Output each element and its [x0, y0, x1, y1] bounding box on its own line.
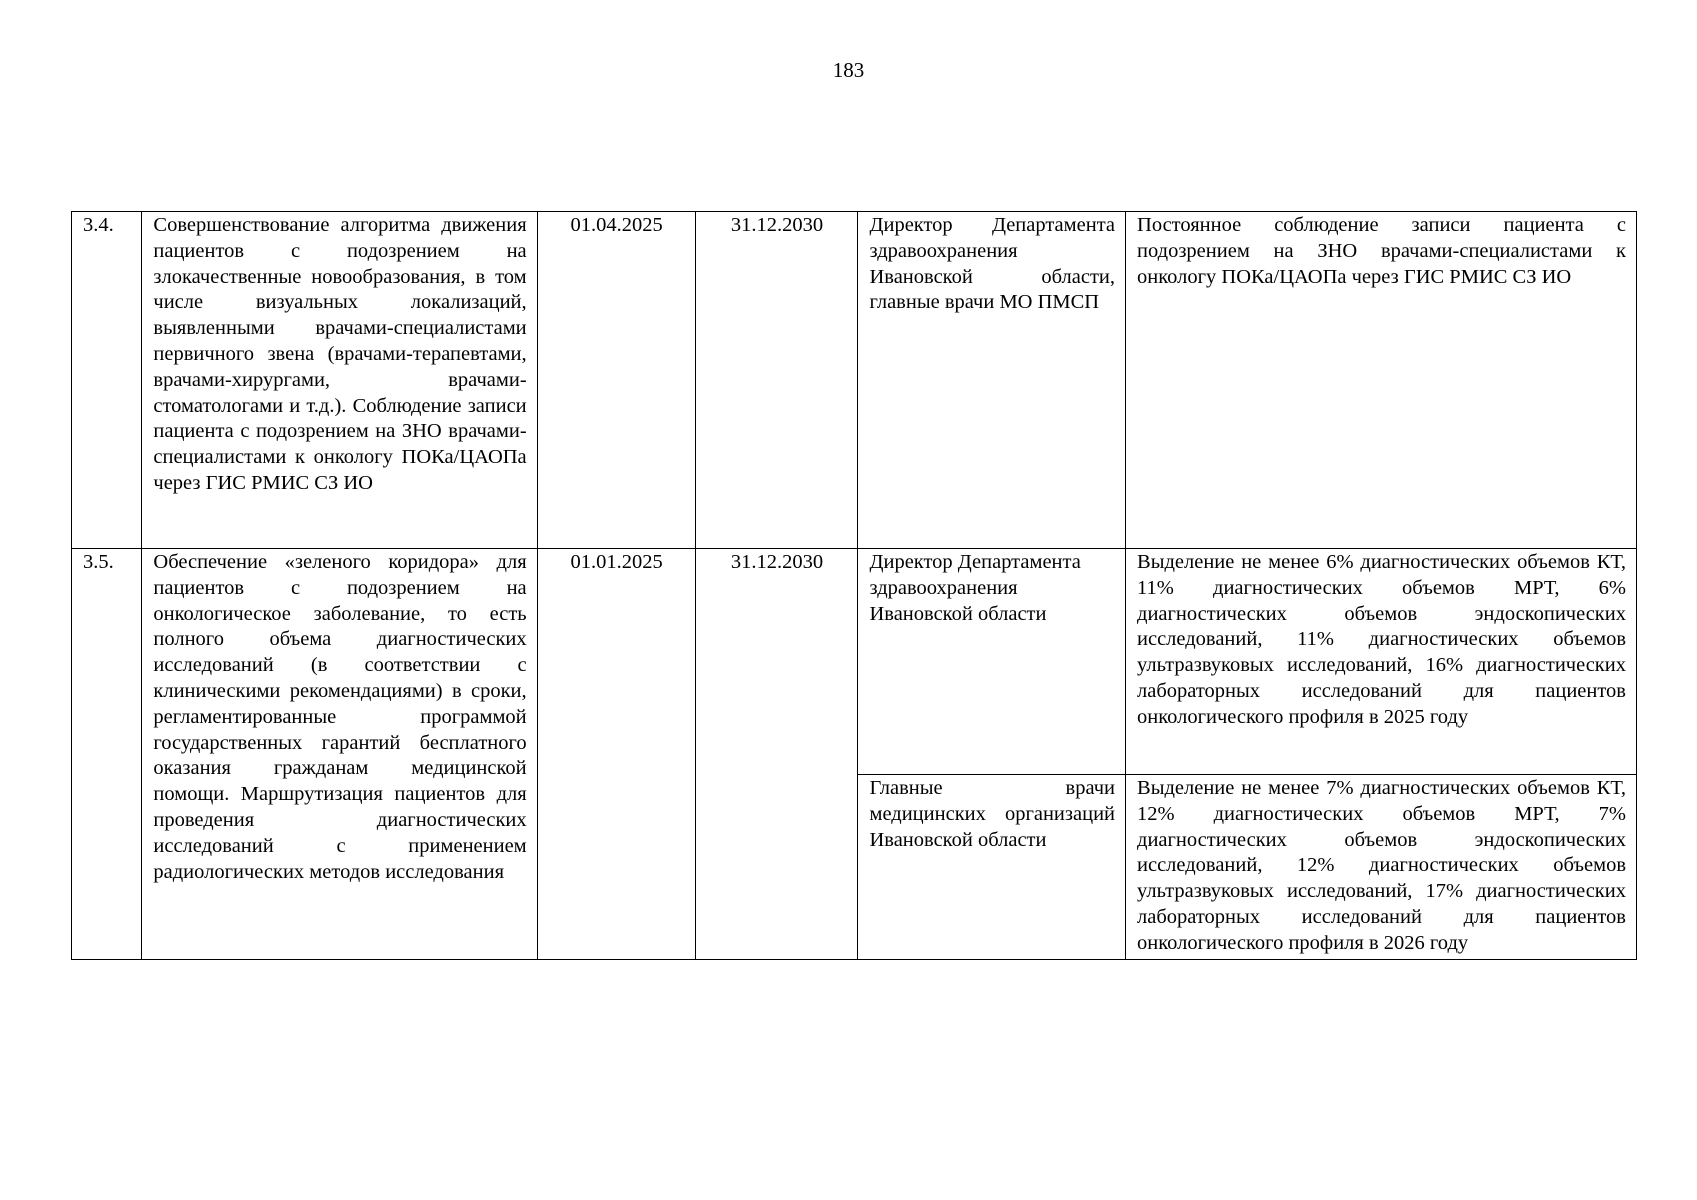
result-cell: Выделение не менее 6% диагностических объемов КТ, 11% диагностических объемов МРТ, 6% диагностических объемов эндоскопических исследований, 11% диагностических объемов ультразвуковых исследований, 16% диагностических лабораторных исследований для пациентов онкологического профиля в 2025 году: [1126, 549, 1637, 775]
table-row: [72, 549, 1637, 775]
activity-cell: Совершенствование алгоритма движения пациентов с подозрением на злокачественные новообразования, в том числе визуальных локализаций, выявленными врачами-специалистами первичного звена (врачами-терапевтами, врачами-хирургами, врачами-стоматологами и т.д.). Соблюдение записи пациента с подозрением на ЗНО врачами-специалистами к онкологу ПОКа/ЦАОПа через ГИС РМИС СЗ ИО: [142, 212, 537, 549]
end-date-cell: 31.12.2030: [695, 212, 858, 549]
start-date-cell: 01.04.2025: [537, 212, 695, 549]
end-date-cell: 31.12.2030: [695, 549, 858, 960]
responsible-cell: Директор Департамента здравоохранения Ивановской области, главные врачи МО ПМСП: [858, 212, 1126, 549]
result-cell: Выделение не менее 7% диагностических объемов КТ, 12% диагностических объемов МРТ, 7% диагностических объемов эндоскопических исследований, 12% диагностических объемов ультразвуковых исследований, 17% диагностических лабораторных исследований для пациентов онкологического профиля в 2026 году: [1126, 775, 1637, 960]
activity-cell: Обеспечение «зеленого коридора» для пациентов с подозрением на онкологическое заболевание, то есть полного объема диагностических исследований (в соответствии с клиническими рекомендациями) в сроки, регламентированные программой государственных гарантий бесплатного оказания гражданам медицинской помощи. Маршрутизация пациентов для проведения диагностических исследований с применением радиологических методов исследования: [142, 549, 537, 960]
responsible-cell: Главные врачи медицинских организаций Ивановской области: [858, 775, 1126, 960]
page-number: 183: [832, 58, 865, 82]
result-cell: Постоянное соблюдение записи пациента с подозрением на ЗНО врачами-специалистами к онкологу ПОКа/ЦАОПа через ГИС РМИС СЗ ИО: [1126, 212, 1637, 549]
row-number: 3.5.: [72, 549, 142, 960]
start-date-cell: 01.01.2025: [537, 549, 695, 960]
responsible-cell: Директор Департамента здравоохранения Ивановской области: [858, 549, 1126, 775]
table-row: [72, 212, 1637, 549]
row-number: 3.4.: [72, 212, 142, 549]
activities-table: [71, 211, 1637, 960]
